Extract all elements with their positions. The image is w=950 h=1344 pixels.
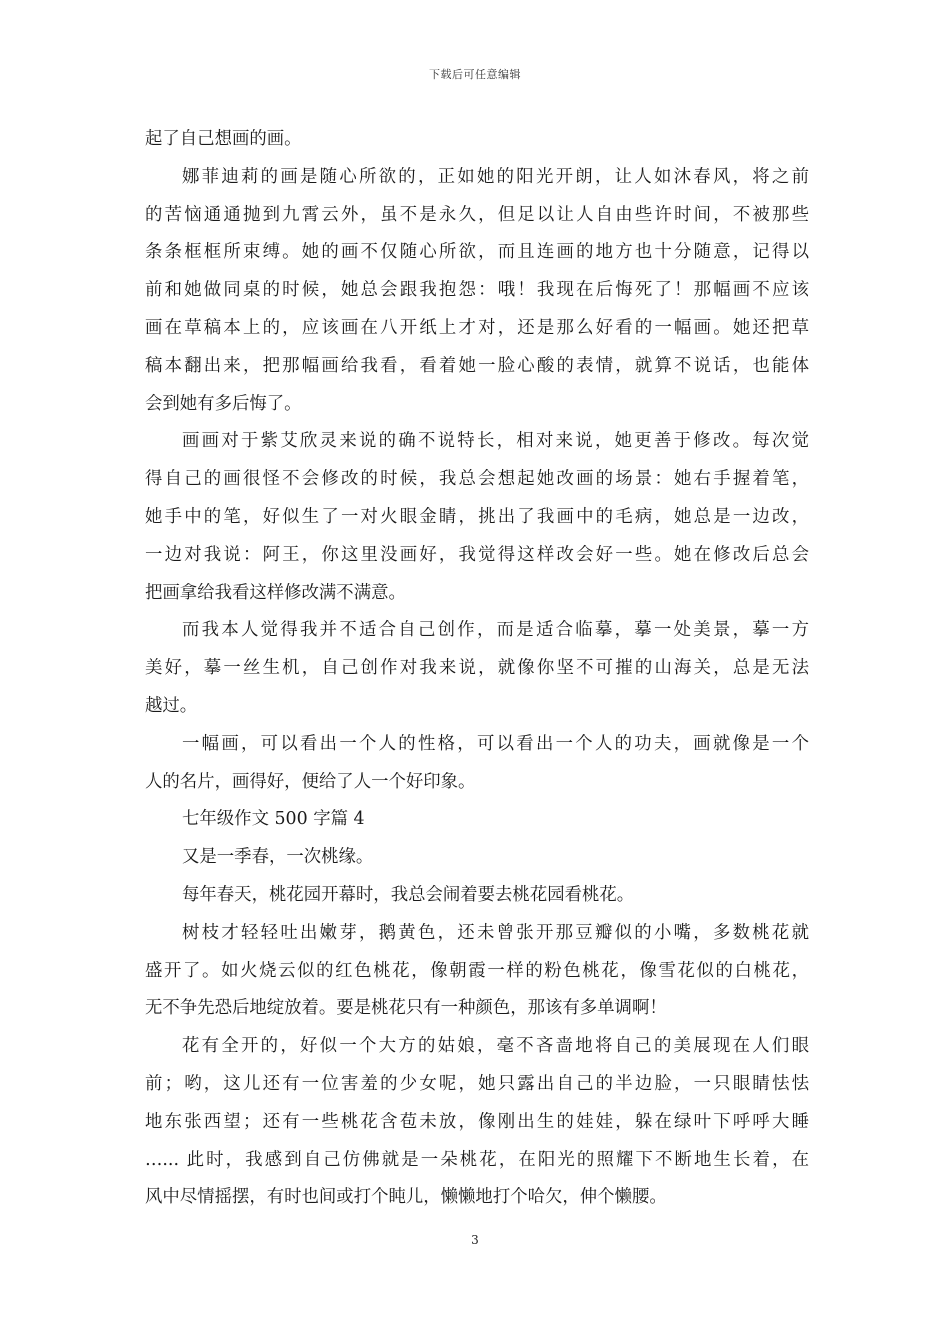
text-line: 得自己的画很怪不会修改的时候，我总会想起她改画的场景：她右手握着笔， — [145, 469, 809, 490]
page-number: 3 — [471, 1233, 479, 1247]
text-line: 的苦恼通通抛到九霄云外，虽不是永久，但足以让人自由些许时间，不被那些 — [145, 204, 809, 225]
text-line: 花有全开的，好似一个大方的姑娘，毫不吝啬地将自己的美展现在人们眼 — [182, 1036, 809, 1057]
page-header: 下载后可任意编辑 — [429, 68, 521, 81]
text-line: 风中尽情摇摆，有时也间或打个盹儿，懒懒地打个哈欠，伸个懒腰。 — [145, 1187, 667, 1208]
text-line: 娜菲迪莉的画是随心所欲的，正如她的阳光开朗，让人如沐春风，将之前 — [182, 166, 809, 187]
text-line: 每年春天，桃花园开幕时，我总会闹着要去桃花园看桃花。 — [182, 884, 635, 905]
text-line: 前和她做同桌的时候，她总会跟我抱怨：哦！我现在后悔死了！那幅画不应该 — [145, 280, 809, 301]
text-line: 一边对我说：阿王，你这里没画好，我觉得这样改会好一些。她在修改后总会 — [145, 544, 809, 565]
text-line: 前；哟，这儿还有一位害羞的少女呢，她只露出自己的半边脸，一只眼睛怯怯 — [145, 1073, 809, 1094]
text-line: 她手中的笔，好似生了一对火眼金睛，挑出了我画中的毛病，她总是一边改， — [145, 506, 809, 527]
text-line: 会到她有多后悔了。 — [145, 393, 302, 414]
text-line: 无不争先恐后地绽放着。要是桃花只有一种颜色，那该有多单调啊！ — [145, 998, 667, 1019]
text-line: 稿本翻出来，把那幅画给我看，看着她一脸心酸的表情，就算不说话，也能体 — [145, 355, 809, 376]
text-line: 人的名片，画得好，便给了人一个好印象。 — [145, 771, 476, 792]
text-line: 盛开了。如火烧云似的红色桃花，像朝霞一样的粉色桃花，像雪花似的白桃花， — [145, 960, 809, 981]
text-line: 树枝才轻轻吐出嫩芽，鹅黄色，还未曾张开那豆瓣似的小嘴，多数桃花就 — [182, 922, 809, 943]
text-line: 越过。 — [145, 695, 198, 716]
text-line: 把画拿给我看这样修改满不满意。 — [145, 582, 406, 603]
text-line: 而我本人觉得我并不适合自己创作，而是适合临摹，摹一处美景，摹一方 — [182, 620, 809, 641]
text-line: …... 此时，我感到自己仿佛就是一朵桃花，在阳光的照耀下不断地生长着，在 — [145, 1149, 809, 1170]
text-line: 一幅画，可以看出一个人的性格，可以看出一个人的功夫，画就像是一个 — [182, 733, 809, 754]
text-line: 起了自己想画的画。 — [145, 129, 302, 149]
text-line: 条条框框所束缚。她的画不仅随心所欲，而且连画的地方也十分随意，记得以 — [145, 242, 809, 263]
text-line: 美好，摹一丝生机，自己创作对我来说，就像你坚不可摧的山海关，总是无法 — [145, 658, 809, 679]
text-line: 画在草稿本上的，应该画在八开纸上才对，还是那么好看的一幅画。她还把草 — [145, 317, 809, 338]
text-line: 画画对于紫艾欣灵来说的确不说特长，相对来说，她更善于修改。每次觉 — [182, 431, 809, 452]
text-line: 又是一季春，一次桃缘。 — [182, 847, 374, 868]
document-body — [145, 121, 809, 1217]
text-line: 七年级作文 500 字篇 4 — [182, 809, 365, 830]
text-line: 地东张西望；还有一些桃花含苞未放，像刚出生的娃娃，躲在绿叶下呼呼大睡 — [145, 1111, 809, 1132]
